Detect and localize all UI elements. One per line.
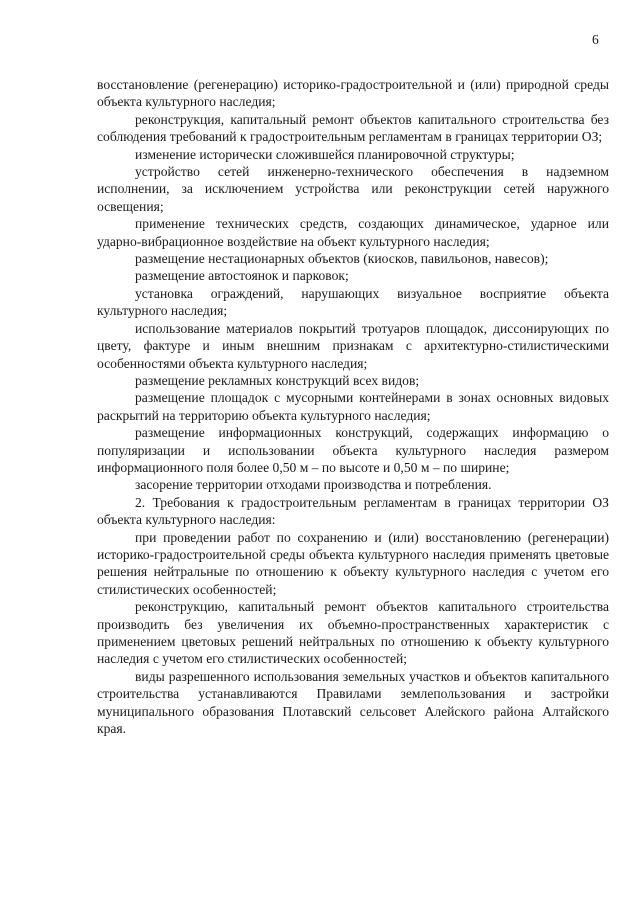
document-body — [97, 76, 609, 737]
paragraph: размещение нестационарных объектов (киосков, павильонов, навесов); — [135, 251, 549, 267]
page-number: 6 — [592, 32, 599, 47]
paragraph: реконструкцию, капитальный ремонт объектов капитального строительства производить без увеличения их объемно-пространственных характеристик с применением цветовых решений нейтральных по отношению к объекту культурного наследия с учетом его стилистических особенностей; — [97, 599, 609, 667]
paragraph: размещение автостоянок и парковок; — [135, 268, 349, 284]
paragraph: восстановление (регенерацию) историко-градостроительной и (или) природной среды объекта культурного наследия; — [97, 77, 609, 110]
section-heading: 2. Требования к градостроительным регламентам в границах территории ОЗ объекта культурного наследия: — [97, 494, 609, 528]
paragraph: установка ограждений, нарушающих визуальное восприятие объекта культурного наследия; — [97, 285, 609, 319]
paragraph: устройство сетей инженерно-технического обеспечения в надземном исполнении, за исключением устройства или реконструкции сетей наружного освещения; — [97, 164, 609, 214]
paragraph: применение технических средств, создающих динамическое, ударное или ударно-вибрационное воздействие на объект культурного наследия; — [97, 216, 609, 249]
paragraph: изменение исторически сложившейся планировочной структуры; — [135, 146, 515, 162]
paragraph: засорение территории отходами производства и потребления. — [135, 477, 492, 493]
paragraph: размещение рекламных конструкций всех видов; — [135, 372, 420, 388]
paragraph: виды разрешенного использования земельных участков и объектов капитального строительства устанавливаются Правилами землепользования и застройки муниципального образования Плотавский сельсовет Алейского района Алтайского края. — [97, 668, 609, 737]
paragraph: реконструкция, капитальный ремонт объектов капитального строительства без соблюдения требований к градостроительным регламентам в границах территории ОЗ; — [97, 111, 609, 145]
paragraph: при проведении работ по сохранению и (или) восстановлению (регенерации) историко-градостроительной среды объекта культурного наследия применять цветовые решения нейтральные по отношению к объекту культурного наследия с учетом его стилистических особенностей; — [97, 529, 609, 597]
paragraph: использование материалов покрытий тротуаров площадок, диссонирующих по цвету, фактуре и иным внешним признакам с архитектурно-стилистическими особенностями объекта культурного наследия; — [97, 320, 609, 371]
paragraph: размещение информационных конструкций, содержащих информацию о популяризации и использовании объекта культурного наследия размером информационного поля более 0,50 м – по высоте и 0,50 м – по ширине; — [97, 425, 609, 475]
paragraph: размещение площадок с мусорными контейнерами в зонах основных видовых раскрытий на территорию объекта культурного наследия; — [97, 390, 609, 423]
